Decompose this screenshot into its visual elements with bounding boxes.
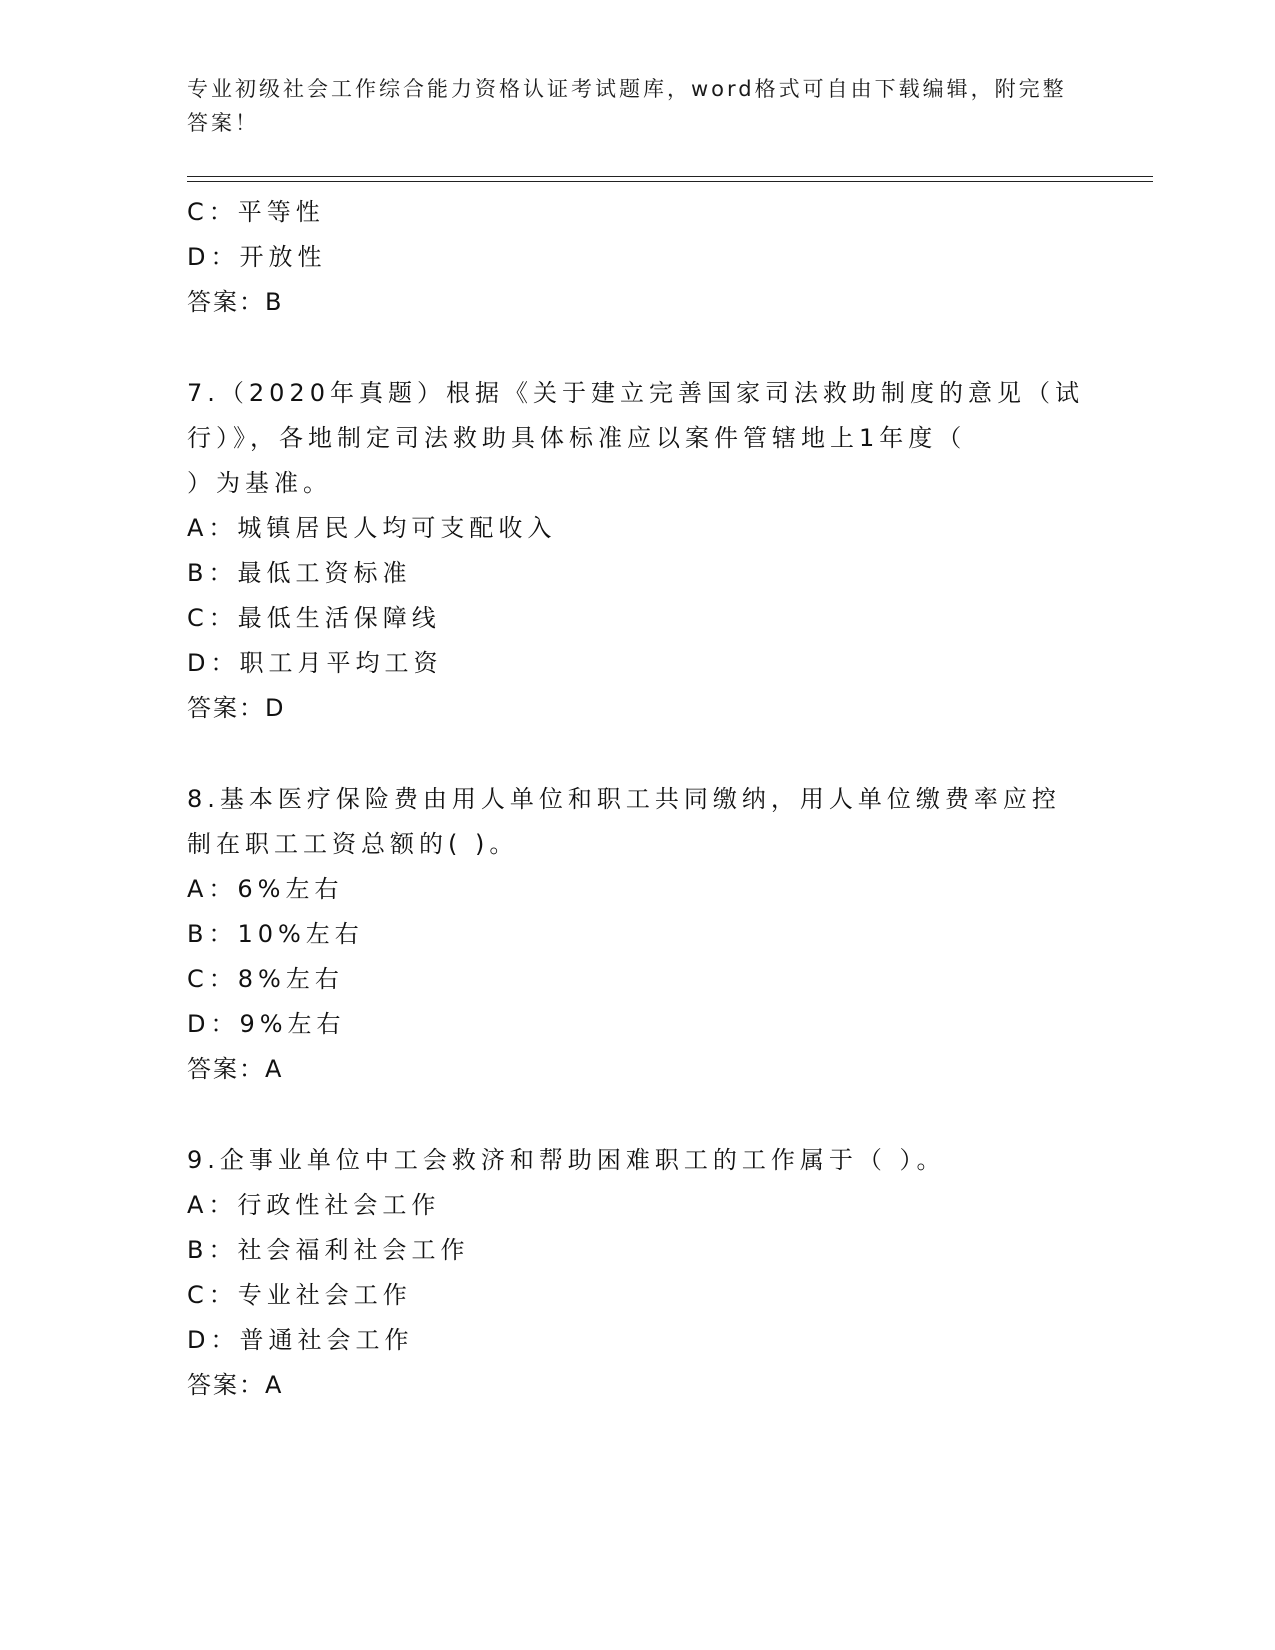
option-c: C：专业社会工作 bbox=[187, 1281, 412, 1309]
header-divider bbox=[187, 176, 1153, 182]
option-b: B：社会福利社会工作 bbox=[187, 1236, 470, 1264]
option-b: B：10%左右 bbox=[187, 920, 364, 948]
option-d: D：9%左右 bbox=[187, 1010, 346, 1038]
answer: 答案：D bbox=[187, 694, 286, 722]
answer: 答案：A bbox=[187, 1371, 284, 1399]
option-d: D：职工月平均工资 bbox=[187, 649, 443, 677]
question-text-line: ）为基准。 bbox=[187, 469, 332, 497]
document-body bbox=[187, 190, 1084, 1408]
question-7 bbox=[187, 371, 1084, 731]
answer: 答案：A bbox=[187, 1055, 284, 1083]
question-text-line: 7.（2020年真题）根据《关于建立完善国家司法救助制度的意见（试 bbox=[187, 379, 1084, 407]
question-6-tail bbox=[187, 190, 1077, 325]
question-8 bbox=[187, 777, 1077, 1092]
question-9 bbox=[187, 1138, 1077, 1408]
question-text-line: 9.企事业单位中工会救济和帮助困难职工的工作属于（ ）。 bbox=[187, 1146, 946, 1174]
option-a: A：城镇居民人均可支配收入 bbox=[187, 514, 557, 542]
option-a: A：行政性社会工作 bbox=[187, 1191, 441, 1219]
option-d: D：开放性 bbox=[187, 243, 327, 271]
page-header: 专业初级社会工作综合能力资格认证考试题库，word格式可自由下载编辑，附完整答案！ bbox=[187, 77, 1067, 135]
question-text-line: 制在职工工资总额的( )。 bbox=[187, 830, 519, 858]
question-text-line: 8.基本医疗保险费由用人单位和职工共同缴纳，用人单位缴费率应控 bbox=[187, 785, 1061, 813]
option-b: B：最低工资标准 bbox=[187, 559, 412, 587]
option-c: C：最低生活保障线 bbox=[187, 604, 441, 632]
option-c: C：平等性 bbox=[187, 198, 325, 226]
option-c: C：8%左右 bbox=[187, 965, 344, 993]
option-d: D：普通社会工作 bbox=[187, 1326, 414, 1354]
option-a: A：6%左右 bbox=[187, 875, 344, 903]
answer: 答案：B bbox=[187, 288, 284, 316]
question-text-line: 行）》，各地制定司法救助具体标准应以案件管辖地上1年度（ bbox=[187, 424, 967, 452]
